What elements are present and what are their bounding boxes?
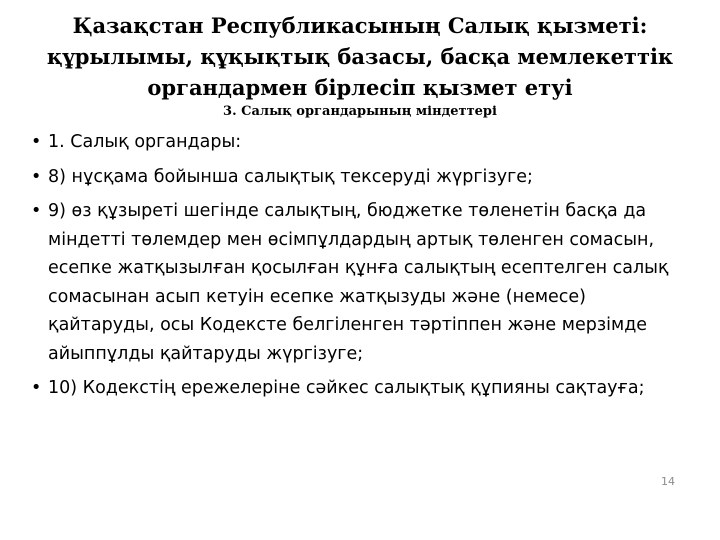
bullet-text: 8) нұсқама бойынша салықтық тексеруді жүргізуге; xyxy=(48,166,533,187)
slide-title xyxy=(30,10,690,103)
bullet-text: 9) өз құзыреті шегінде салықтың, бюджетке төленетін басқа да міндетті төлемдер мен өсімпұлдардың артық төленген сомасын, есепке жатқызылған қосылған құнға салықтың есептелген салық сомасынан асып кетуін есепке жатқызуды және (немесе) қайтаруды, осы Кодексте белгіленген тәртіппен және мерзімде айыппұлды қайтаруды жүргізуге; xyxy=(48,201,669,364)
bullet-marker: • xyxy=(31,132,42,152)
page-number: 14 xyxy=(661,475,675,488)
bullet-list xyxy=(31,128,688,409)
title-line-2: құрылымы, құқықтық базасы, басқа мемлекеттік xyxy=(46,44,674,69)
bullet-marker: • xyxy=(31,201,42,221)
bullet-item-2 xyxy=(31,163,688,192)
title-line-3: органдармен бірлесіп қызмет етуі xyxy=(147,75,573,100)
bullet-item-1 xyxy=(31,128,688,157)
bullet-item-4 xyxy=(31,374,688,403)
bullet-text: 10) Кодекстің ережелеріне сәйкес салықтық құпияны сақтауға; xyxy=(48,378,645,398)
bullet-text: 1. Салық органдары: xyxy=(48,132,242,152)
bullet-marker: • xyxy=(31,166,42,187)
bullet-item-3 xyxy=(31,197,688,368)
title-line-1: Қазақстан Республикасының Салық қызметі: xyxy=(72,13,648,38)
slide-subtitle: 3. Салық органдарының міндеттері xyxy=(223,104,497,119)
bullet-marker: • xyxy=(31,378,42,398)
